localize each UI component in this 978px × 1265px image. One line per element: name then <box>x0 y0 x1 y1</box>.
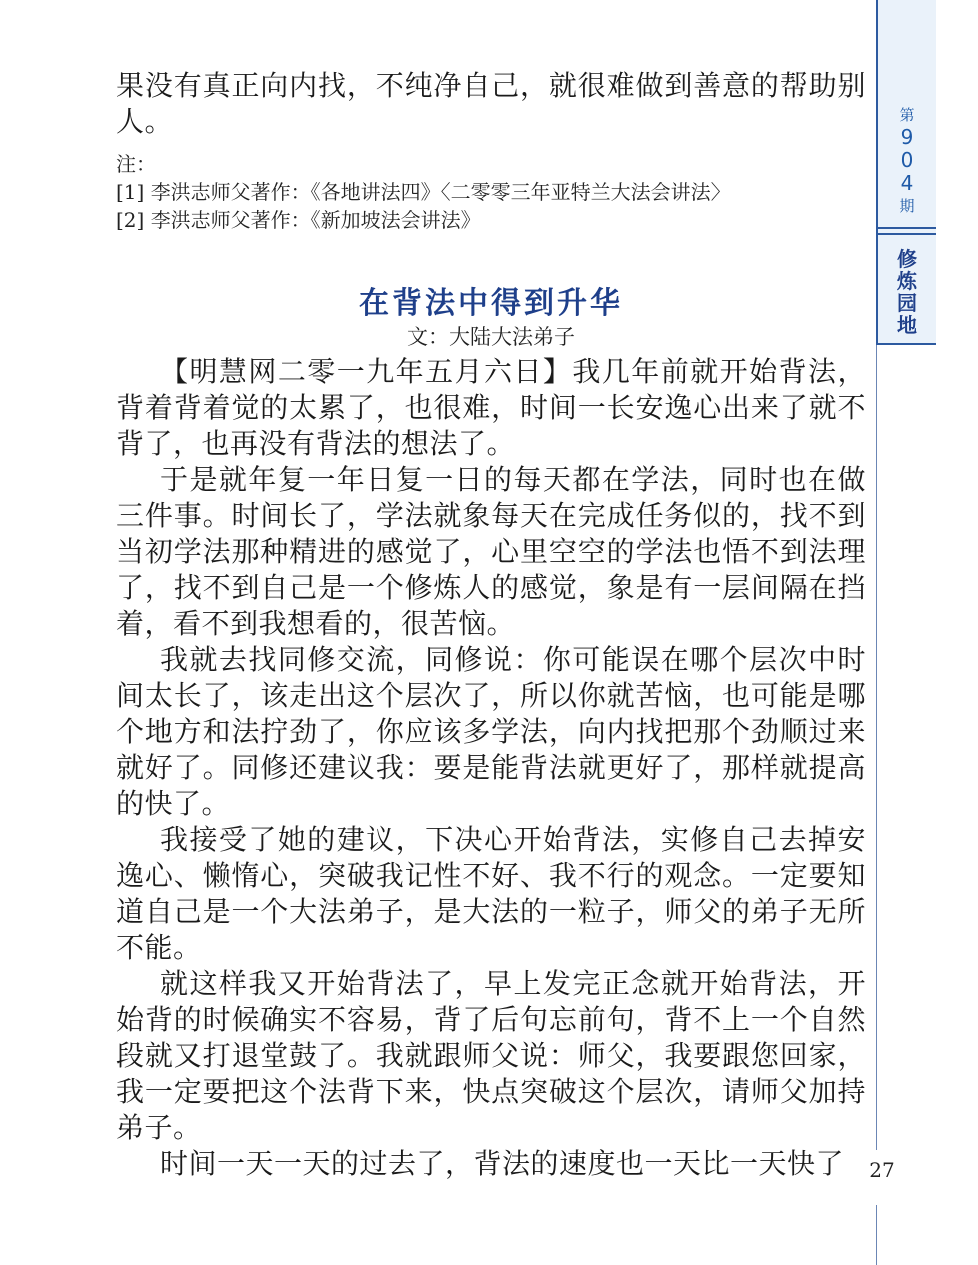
section-char-4: 地 <box>897 313 917 337</box>
section-char-3: 园 <box>897 291 917 315</box>
main-content <box>116 68 866 1182</box>
article-paragraph-6: 时间一天一天的过去了，背法的速度也一天比一天快了 <box>160 1147 845 1180</box>
issue-prefix: 第 <box>899 106 915 124</box>
issue-digit-1: 9 <box>900 125 914 149</box>
issue-digit-3: 4 <box>900 171 914 195</box>
article-paragraph-5: 就这样我又开始背法了，早上发完正念就开始背法，开始背的时候确实不容易，背了后句忘前句，背不上一个自然段就又打退堂鼓了。我就跟师父说：师父，我要跟您回家，我一定要把这个法背下来，快点突破这个层次，请师父加持弟子。 <box>116 967 866 1144</box>
section-name <box>878 248 936 336</box>
issue-digit-2: 0 <box>900 148 914 172</box>
sidebar-divider-top <box>878 227 936 229</box>
sidebar-divider-bottom <box>878 233 936 235</box>
margin-line-lower <box>876 1205 877 1265</box>
margin-line <box>876 345 877 1150</box>
article-paragraph-4: 我接受了她的建议，下决心开始背法，实修自己去掉安逸心、懒惰心，突破我记性不好、我不行的观念。一定要知道自己是一个大法弟子，是大法的一粒子，师父的弟子无所不能。 <box>116 823 866 964</box>
sidebar-bottom-rule <box>878 343 936 345</box>
issue-number <box>878 104 936 217</box>
section-char-2: 炼 <box>897 269 917 293</box>
article-paragraph-2: 于是就年复一年日复一日的每天都在学法，同时也在做三件事。时间长了，学法就象每天在完成任务似的，找不到当初学法那种精进的感觉了，心里空空的学法也悟不到法理了，找不到自己是一个修炼人的感觉，象是有一层间隔在挡着，看不到我想看的，很苦恼。 <box>116 463 866 640</box>
continued-paragraph: 果没有真正向内找，不纯净自己，就很难做到善意的帮助别人。 <box>116 69 866 138</box>
article-paragraph-1: 【明慧网二零一九年五月六日】我几年前就开始背法，背着背着觉的太累了，也很难，时间一长安逸心出来了就不背了，也再没有背法的想法了。 <box>116 355 866 460</box>
page-number: 27 <box>869 1158 895 1182</box>
footnote-2: [2] 李洪志师父著作：《新加坡法会讲法》 <box>116 208 481 232</box>
sidebar <box>876 0 936 345</box>
footnote-1: [1] 李洪志师父著作：《各地讲法四》〈二零零三年亚特兰大法会讲法〉 <box>116 180 731 204</box>
article-paragraph-3: 我就去找同修交流，同修说：你可能误在哪个层次中时间太长了，该走出这个层次了，所以你就苦恼，也可能是哪个地方和法拧劲了，你应该多学法，向内找把那个劲顺过来就好了。同修还建议我：要是能背法就更好了，那样就提高的快了。 <box>116 643 866 820</box>
article-title: 在背法中得到升华 <box>359 286 623 321</box>
notes-label: 注： <box>116 152 156 176</box>
issue-suffix: 期 <box>899 197 915 215</box>
section-char-1: 修 <box>897 247 917 271</box>
article-author: 文：大陆大法弟子 <box>407 325 575 349</box>
